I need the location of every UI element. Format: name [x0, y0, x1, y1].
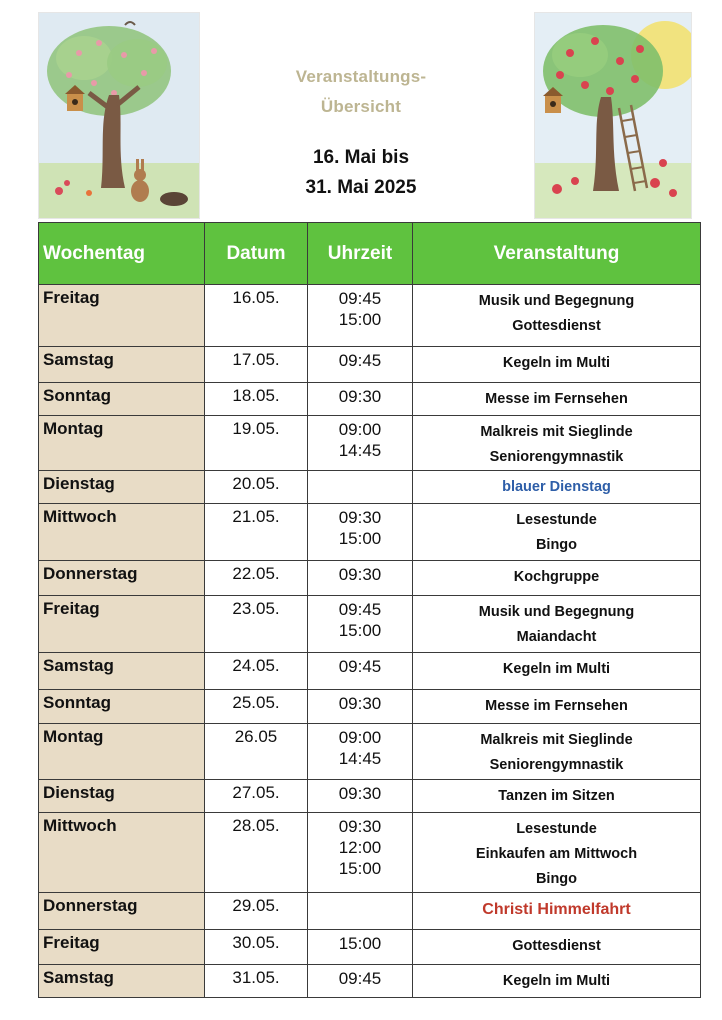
time-cell [308, 416, 413, 471]
event-name: Kochgruppe [513, 569, 600, 585]
time-cell [308, 383, 413, 416]
event-name: Bingo [535, 871, 578, 887]
time-value: 09:45 [338, 657, 382, 676]
time-cell [308, 596, 413, 653]
weekday-cell: Mittwoch [39, 504, 205, 561]
column-header-wochentag: Wochentag [39, 223, 205, 285]
time-cell [308, 347, 413, 383]
date-cell: 19.05. [205, 416, 308, 471]
date-range-start: 16. Mai bis [312, 147, 410, 168]
event-cell [413, 965, 701, 998]
event-name: Lesestunde [516, 821, 597, 837]
table-row [39, 561, 701, 596]
event-name: Kegeln im Multi [502, 355, 611, 371]
weekday-cell: Donnerstag [39, 893, 205, 930]
date-cell: 25.05. [205, 690, 308, 724]
table-row [39, 504, 701, 561]
time-cell [308, 724, 413, 780]
weekday-cell: Donnerstag [39, 561, 205, 596]
time-value: 09:45 [338, 969, 382, 988]
time-value: 14:45 [338, 441, 382, 460]
weekday-cell: Dienstag [39, 780, 205, 813]
event-cell [413, 504, 701, 561]
event-name: Malkreis mit Sieglinde [480, 424, 633, 440]
time-value: 15:00 [338, 310, 382, 329]
event-cell [413, 561, 701, 596]
title-line-1: Veranstaltungs- [295, 67, 427, 86]
event-cell [413, 347, 701, 383]
time-value: 15:00 [338, 934, 382, 953]
table-row [39, 780, 701, 813]
date-cell: 31.05. [205, 965, 308, 998]
date-cell: 21.05. [205, 504, 308, 561]
date-cell: 27.05. [205, 780, 308, 813]
time-value: 09:00 [338, 728, 382, 747]
column-header-uhrzeit: Uhrzeit [308, 223, 413, 285]
time-cell [308, 813, 413, 893]
time-value: 15:00 [338, 529, 382, 548]
time-cell [308, 965, 413, 998]
event-name: Seniorengymnastik [489, 449, 624, 465]
event-name: Messe im Fernsehen [485, 391, 628, 407]
table-row [39, 285, 701, 347]
event-name: blauer Dienstag [502, 479, 611, 495]
time-cell [308, 285, 413, 347]
event-name: Maiandacht [516, 629, 597, 645]
event-name: Musik und Begegnung [478, 604, 635, 620]
weekday-cell: Mittwoch [39, 813, 205, 893]
table-row [39, 690, 701, 724]
time-value: 09:30 [338, 565, 382, 584]
time-cell [308, 653, 413, 690]
table-row [39, 347, 701, 383]
table-row [39, 813, 701, 893]
tree-rabbit-illustration [38, 12, 200, 219]
date-cell: 20.05. [205, 471, 308, 504]
time-value: 09:45 [338, 600, 382, 619]
date-range-end: 31. Mai 2025 [305, 177, 417, 198]
table-row [39, 383, 701, 416]
weekday-cell: Dienstag [39, 471, 205, 504]
event-cell [413, 930, 701, 965]
event-cell [413, 471, 701, 504]
date-cell: 17.05. [205, 347, 308, 383]
event-name: Christi Himmelfahrt [482, 901, 631, 918]
event-cell [413, 416, 701, 471]
table-row [39, 653, 701, 690]
table-row [39, 893, 701, 930]
schedule-table [38, 222, 701, 998]
date-range [230, 143, 492, 203]
event-name: Gottesdienst [512, 318, 601, 334]
schedule-body [39, 285, 701, 998]
weekday-cell: Freitag [39, 285, 205, 347]
event-name: Malkreis mit Sieglinde [480, 732, 633, 748]
event-cell [413, 285, 701, 347]
event-cell [413, 653, 701, 690]
time-value: 09:45 [338, 351, 382, 370]
weekday-cell: Sonntag [39, 690, 205, 724]
weekday-cell: Samstag [39, 653, 205, 690]
date-cell: 16.05. [205, 285, 308, 347]
time-value: 15:00 [338, 621, 382, 640]
event-name: Messe im Fernsehen [485, 698, 628, 714]
time-value: 12:00 [338, 838, 382, 857]
time-value: 09:30 [338, 817, 382, 836]
table-row [39, 471, 701, 504]
event-name: Musik und Begegnung [478, 293, 635, 309]
date-cell: 18.05. [205, 383, 308, 416]
time-value: 09:30 [338, 508, 382, 527]
date-cell: 28.05. [205, 813, 308, 893]
date-cell: 22.05. [205, 561, 308, 596]
date-cell: 23.05. [205, 596, 308, 653]
column-header-datum: Datum [205, 223, 308, 285]
date-cell: 24.05. [205, 653, 308, 690]
weekday-cell: Samstag [39, 347, 205, 383]
event-name: Kegeln im Multi [502, 661, 611, 677]
time-value: 09:30 [338, 387, 382, 406]
weekday-cell: Sonntag [39, 383, 205, 416]
weekday-cell: Montag [39, 724, 205, 780]
weekday-cell: Freitag [39, 930, 205, 965]
column-header-veranstaltung: Veranstaltung [413, 223, 701, 285]
event-cell [413, 383, 701, 416]
time-value: 09:30 [338, 694, 382, 713]
weekday-cell: Montag [39, 416, 205, 471]
time-cell [308, 893, 413, 930]
event-cell [413, 893, 701, 930]
table-row [39, 596, 701, 653]
table-row [39, 724, 701, 780]
date-cell: 30.05. [205, 930, 308, 965]
event-name: Gottesdienst [512, 938, 601, 954]
event-name: Lesestunde [516, 512, 597, 528]
event-cell [413, 596, 701, 653]
time-value: 09:45 [338, 289, 382, 308]
time-value: 09:00 [338, 420, 382, 439]
title-line-2: Übersicht [320, 97, 402, 116]
tree-sun-illustration [534, 12, 692, 219]
event-cell [413, 780, 701, 813]
time-value: 14:45 [338, 749, 382, 768]
table-header-row [39, 223, 701, 285]
document-title [230, 62, 492, 122]
time-value: 15:00 [338, 859, 382, 878]
table-row [39, 965, 701, 998]
weekday-cell: Samstag [39, 965, 205, 998]
time-cell [308, 504, 413, 561]
time-value: 09:30 [338, 784, 382, 803]
table-row [39, 416, 701, 471]
event-name: Einkaufen am Mittwoch [475, 846, 638, 862]
date-cell: 29.05. [205, 893, 308, 930]
date-cell: 26.05 [205, 724, 308, 780]
time-cell [308, 780, 413, 813]
event-cell [413, 813, 701, 893]
event-cell [413, 690, 701, 724]
event-name: Kegeln im Multi [502, 973, 611, 989]
time-cell [308, 930, 413, 965]
weekday-cell: Freitag [39, 596, 205, 653]
time-cell [308, 690, 413, 724]
event-name: Seniorengymnastik [489, 757, 624, 773]
event-name: Bingo [535, 537, 578, 553]
event-name: Tanzen im Sitzen [498, 788, 615, 804]
event-cell [413, 724, 701, 780]
time-cell [308, 471, 413, 504]
table-row [39, 930, 701, 965]
time-cell [308, 561, 413, 596]
